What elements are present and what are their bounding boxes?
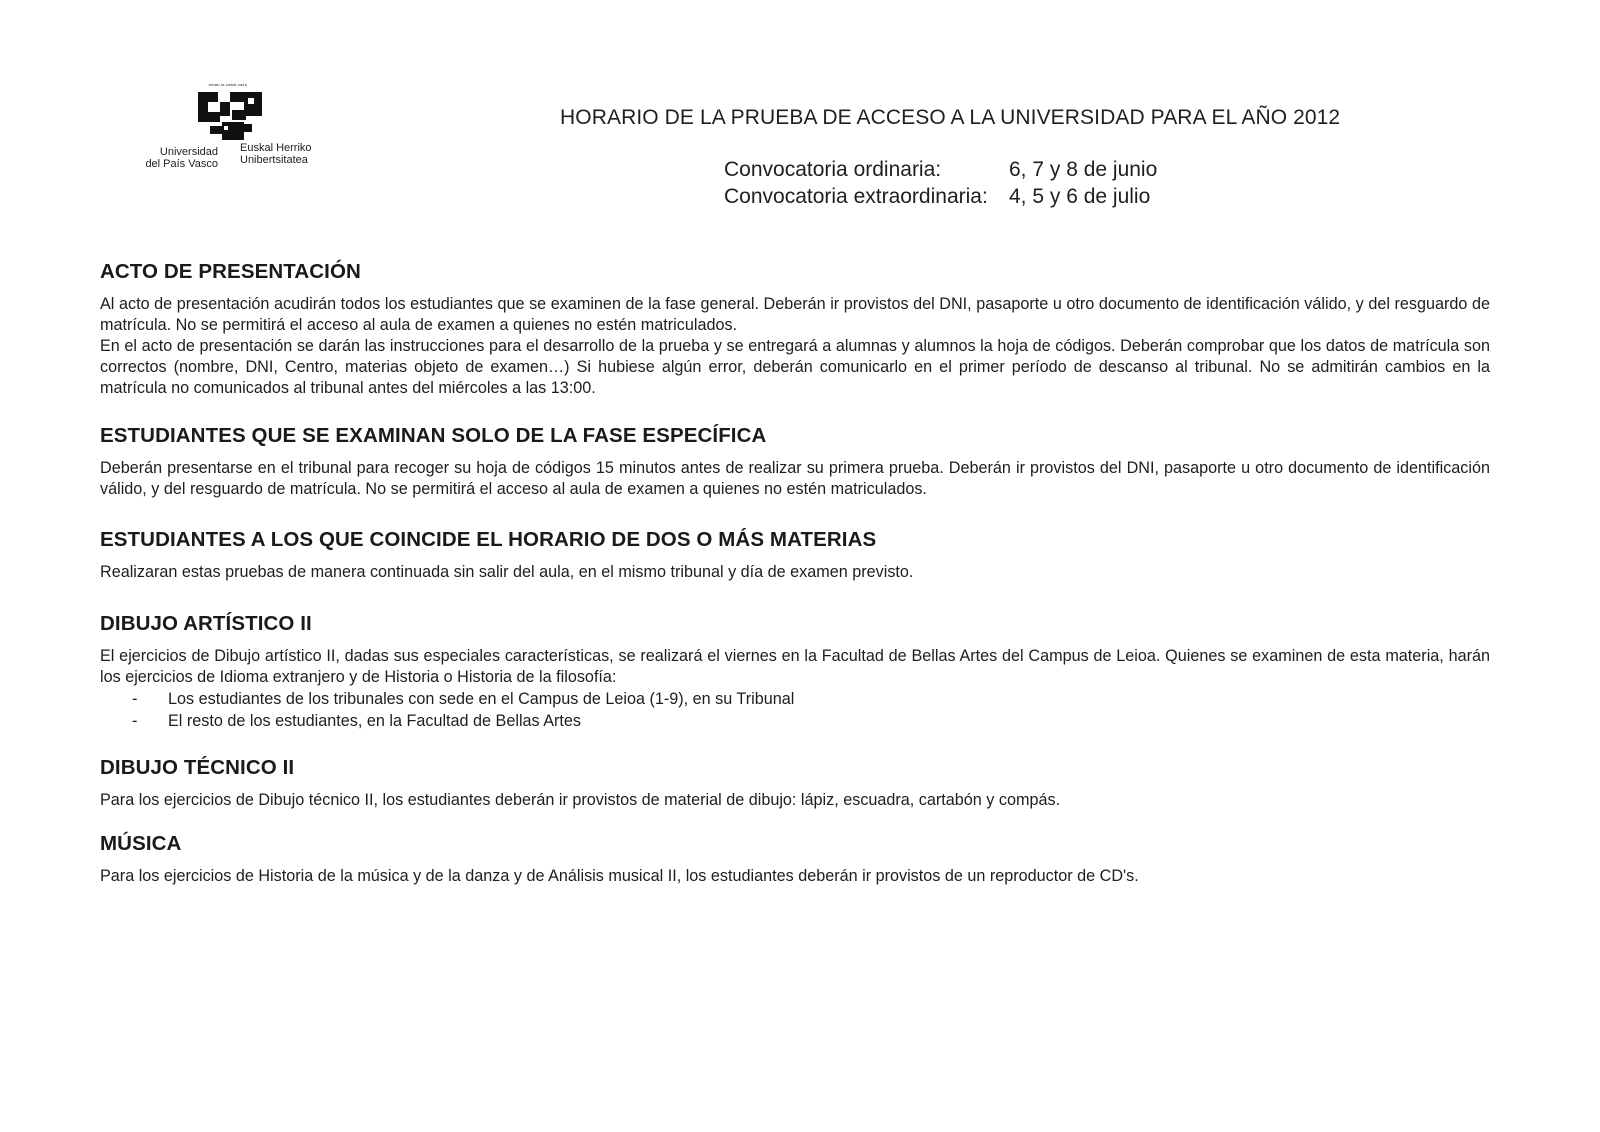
section-acto-presentacion: [100, 260, 1490, 399]
section-paragraph: Para los ejercicios de Dibujo técnico II, los estudiantes deberán ir provistos de material de dibujo: lápiz, escuadra, cartabón y compás.: [100, 791, 1061, 809]
convocatoria-dates: 4, 5 y 6 de julio: [1009, 185, 1151, 208]
list-item: [132, 710, 1490, 732]
section-heading: ACTO DE PRESENTACIÓN: [100, 260, 361, 283]
logo-name-spanish: [118, 146, 218, 170]
section-heading: DIBUJO TÉCNICO II: [100, 756, 295, 779]
section-paragraph: El ejercicios de Dibujo artístico II, dadas sus especiales características, se realizará el viernes en la Facultad de Bellas Artes del Campus de Leioa. Quienes se examinen de esta materia, harán los ejercicios de Idioma extranjero y de Historia o Historia de la filosofía:: [100, 647, 1490, 686]
section-paragraph: Para los ejercicios de Historia de la música y de la danza y de Análisis musical II, los estudiantes deberán ir provistos de un reproductor de CD's.: [100, 867, 1139, 885]
logo-motto: eman ta zabal zazu: [208, 82, 248, 87]
section-heading: ESTUDIANTES A LOS QUE COINCIDE EL HORARIO DE DOS O MÁS MATERIAS: [100, 528, 877, 551]
convocatoria-dates: 6, 7 y 8 de junio: [1009, 158, 1158, 181]
convocatoria-ordinaria: [724, 156, 1157, 183]
convocatoria-label: Convocatoria extraordinaria:: [724, 185, 988, 208]
section-horario-coincide: [100, 528, 1490, 583]
bullet-dash: -: [132, 712, 138, 730]
bullet-dash: -: [132, 690, 138, 708]
section-heading: DIBUJO ARTÍSTICO II: [100, 612, 312, 635]
convocatoria-extraordinaria: [724, 183, 1157, 210]
university-emblem-icon: [196, 90, 266, 142]
section-heading: MÚSICA: [100, 832, 182, 855]
logo-es-line1: Universidad: [159, 146, 218, 158]
logo-eu-line1: Euskal Herriko: [240, 142, 312, 154]
page-title: HORARIO DE LA PRUEBA DE ACCESO A LA UNIVERSIDAD PARA EL AÑO 2012: [560, 106, 1341, 129]
list-item-text: Los estudiantes de los tribunales con sede en el Campus de Leioa (1-9), en su Tribunal: [168, 690, 795, 708]
section-fase-especifica: [100, 424, 1490, 500]
bullet-list: [100, 688, 1490, 732]
logo-es-line2: del País Vasco: [145, 158, 218, 170]
list-item: [132, 688, 1490, 710]
logo-name-basque: [240, 142, 350, 166]
section-paragraph: Realizaran estas pruebas de manera continuada sin salir del aula, en el mismo tribunal y día de examen previsto.: [100, 563, 914, 581]
section-paragraph: En el acto de presentación se darán las instrucciones para el desarrollo de la prueba y se entregará a alumnas y alumnos la hoja de códigos. Deberán comprobar que los datos de matrícula son correctos (nombre, DNI, Centro, materias objeto de examen…) Si hubiese algún error, deberán comunicarlo en el primer período de descanso al tribunal. No se admitirán cambios en la matrícula no comunicados al tribunal antes del miércoles a las 13:00.: [100, 337, 1490, 397]
section-dibujo-tecnico: [100, 756, 1490, 811]
section-paragraph: Al acto de presentación acudirán todos los estudiantes que se examinen de la fase general. Deberán ir provistos del DNI, pasaporte u otro documento de identificación válido, y del resguardo de matrícula. No se permitirá el acceso al aula de examen a quienes no estén matriculados.: [100, 295, 1490, 334]
university-logo: [118, 78, 338, 178]
section-musica: [100, 832, 1490, 887]
section-paragraph: Deberán presentarse en el tribunal para recoger su hoja de códigos 15 minutos antes de realizar su primera prueba. Deberán ir provistos del DNI, pasaporte u otro documento de identificación válido, y del resguardo de matrícula. No se permitirá el acceso al aula de examen a quienes no estén matriculados.: [100, 459, 1490, 498]
section-heading: ESTUDIANTES QUE SE EXAMINAN SOLO DE LA FASE ESPECÍFICA: [100, 424, 767, 447]
list-item-text: El resto de los estudiantes, en la Facultad de Bellas Artes: [168, 712, 582, 730]
convocatorias-block: [724, 156, 1157, 210]
section-dibujo-artistico: [100, 612, 1490, 732]
convocatoria-label: Convocatoria ordinaria:: [724, 158, 942, 181]
logo-eu-line2: Unibertsitatea: [240, 154, 308, 166]
